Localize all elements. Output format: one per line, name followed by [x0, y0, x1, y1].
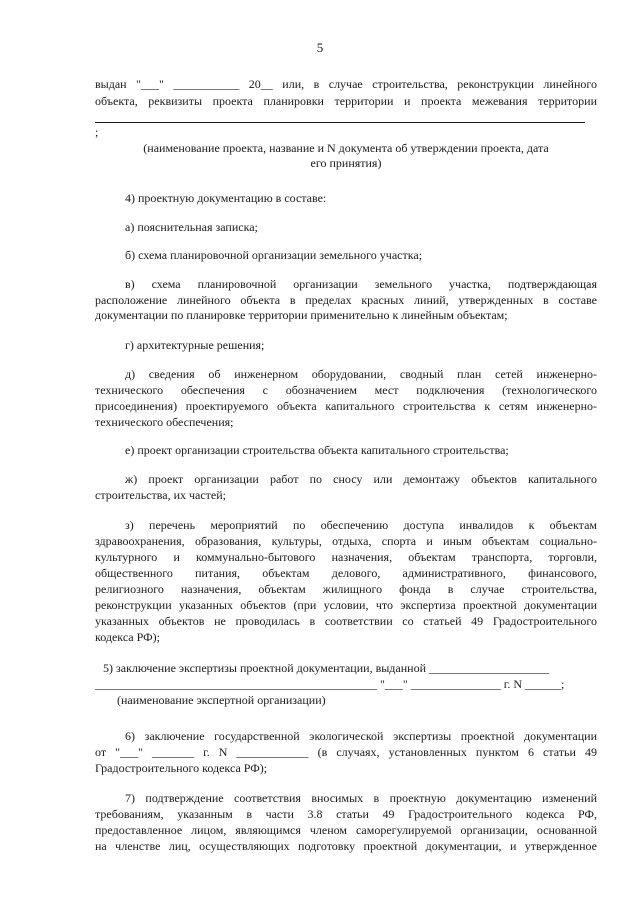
text-line: выдан "___" ___________ 20__ или, в случае строительства, реконструкции линейного [95, 77, 597, 91]
text-line: б) схема планировочной организации земельного участка; [125, 248, 423, 262]
text-line: кодекса РФ); [95, 630, 160, 644]
text-line: з) перечень мероприятий по обеспечению доступа инвалидов к объектам [125, 518, 597, 532]
text-line: объекта, реквизиты проекта планировки территории и проекта межевания территории [95, 94, 597, 108]
text-line: е) проект организации строительства объекта капитального строительства; [125, 443, 509, 457]
text-line: технического обеспечения с обозначением мест подключения (технологического [95, 383, 597, 397]
fill-in-rule [95, 122, 585, 123]
text-line: здравоохранения, образования, культуры, отдыха, спорта и иным объектам социально- [95, 534, 597, 548]
text-line: ж) проект организации работ по сносу или демонтажу объектов капитального [125, 472, 597, 486]
text-line: _______________________________________________ "___" _______________ г. N ______; [95, 677, 565, 691]
text-line: от "___" _______ г. N ____________ (в случаях, установленных пунктом 6 статьи 49 [95, 745, 597, 759]
text-line: требованиям, указанным в части 3.8 статьи 49 Градостроительного кодекса РФ, [95, 807, 597, 821]
text-line: расположение линейного объекта в пределах красных линий, утвержденных в составе [95, 293, 597, 307]
text-line: д) сведения об инженерном оборудовании, сводный план сетей инженерно- [125, 367, 597, 381]
text-line: реконструкции указанных объектов (при условии, что экспертиза проектной документации [95, 598, 597, 612]
page-number: 5 [316, 40, 324, 55]
text-line: 5) заключение экспертизы проектной документации, выданной ____________________ [103, 661, 549, 675]
text-line: а) пояснительная записка; [125, 220, 258, 234]
text-line: религиозного назначения, объектам жилищного фонда в случае строительства, [95, 582, 597, 596]
caption-line: (наименование экспертной организации) [117, 693, 326, 707]
text-line: 7) подтверждение соответствия вносимых в проектную документацию изменений [125, 791, 597, 805]
text-line: в) схема планировочной организации земельного участка, подтверждающая [125, 277, 597, 291]
text-line: технического обеспечения; [95, 415, 234, 429]
text-line: г) архитектурные решения; [125, 338, 265, 352]
text-line: 4) проектную документацию в составе: [125, 191, 327, 205]
caption-line: его принятия) [310, 156, 382, 170]
text-line: 6) заключение государственной экологической экспертизы проектной документации [125, 729, 597, 743]
text-line: документации по планировке территории применительно к линейным объектам; [95, 308, 508, 322]
text-line: Градостроительного кодекса РФ); [95, 761, 268, 775]
text-line: на членстве лиц, осуществляющих подготовку проектной документации, и утвержденное [95, 839, 597, 853]
text-line: предоставленное лицом, являющимся членом саморегулируемой организации, основанной [95, 823, 597, 837]
text-line: присоединения) проектируемого объекта капитального строительства к сетям инженерно- [95, 399, 597, 413]
text-line: указанных объектов не проводилась в соответствии со статьей 49 Градостроительного [95, 614, 597, 628]
caption-line: (наименование проекта, название и N документа об утверждении проекта, дата [143, 141, 549, 155]
text-line: ; [95, 125, 99, 139]
text-line: строительства, их частей; [95, 488, 227, 502]
text-line: общественного питания, объектам делового, административного, финансового, [95, 566, 597, 580]
text-line: культурного и коммунально-бытового назначения, объектам транспорта, торговли, [95, 550, 597, 564]
